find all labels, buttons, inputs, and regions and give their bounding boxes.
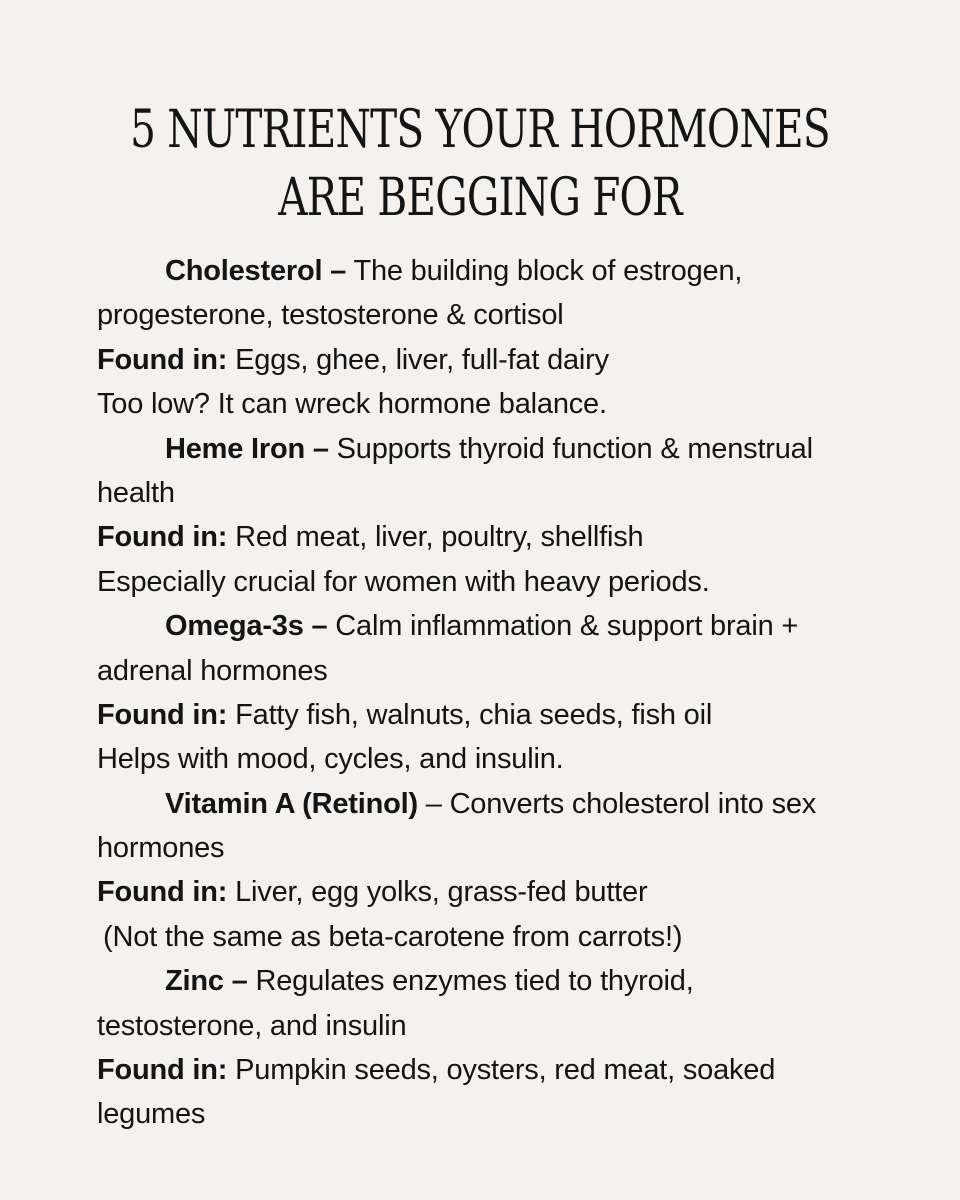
nutrient-description-continued: health bbox=[97, 476, 175, 509]
nutrient-cholesterol bbox=[97, 249, 897, 427]
found-in-label: Found in: bbox=[97, 1054, 228, 1087]
found-in-foods: Red meat, liver, poultry, shellfish bbox=[227, 521, 644, 554]
nutrient-description: Calm inflammation & support brain + bbox=[327, 610, 799, 643]
nutrient-note: Too low? It can wreck hormone balance. bbox=[97, 388, 607, 421]
page-title bbox=[106, 96, 855, 232]
nutrient-note: Especially crucial for women with heavy periods. bbox=[97, 565, 710, 598]
found-in-foods: Pumpkin seeds, oysters, red meat, soaked bbox=[227, 1054, 776, 1087]
found-in-label: Found in: bbox=[97, 876, 228, 909]
found-in-label: Found in: bbox=[97, 521, 228, 554]
nutrient-heading bbox=[97, 427, 897, 471]
title-line-1: 5 NUTRIENTS YOUR HORMONES bbox=[130, 100, 830, 160]
found-in-foods: Eggs, ghee, liver, full-fat dairy bbox=[227, 343, 609, 376]
nutrient-heading bbox=[97, 782, 897, 826]
nutrient-name: Cholesterol – bbox=[165, 255, 347, 287]
nutrient-description: The building block of estrogen, bbox=[346, 255, 743, 287]
found-in-label: Found in: bbox=[97, 698, 228, 731]
found-in-label: Found in: bbox=[97, 343, 228, 376]
nutrient-description: – Converts cholesterol into sex bbox=[417, 787, 817, 820]
nutrient-description: Regulates enzymes tied to thyroid, bbox=[247, 965, 694, 998]
nutrient-heading bbox=[97, 959, 897, 1003]
found-in-foods-continued: legumes bbox=[97, 1098, 206, 1131]
nutrient-vitamin-a bbox=[97, 782, 897, 960]
found-in-line bbox=[97, 515, 897, 559]
nutrient-description-continued: adrenal hormones bbox=[97, 654, 328, 687]
title-line-2: ARE BEGGING FOR bbox=[278, 168, 682, 228]
nutrient-list bbox=[97, 249, 897, 1137]
nutrient-description: Supports thyroid function & menstrual bbox=[328, 432, 813, 465]
nutrient-description-continued: hormones bbox=[97, 832, 225, 865]
nutrient-name: Vitamin A (Retinol) bbox=[165, 787, 418, 820]
nutrient-name: Heme Iron – bbox=[165, 432, 329, 465]
nutrient-heme-iron bbox=[97, 427, 897, 605]
found-in-line bbox=[97, 693, 897, 737]
nutrient-heading bbox=[97, 604, 897, 648]
nutrient-note: (Not the same as beta-carotene from carrots!) bbox=[103, 920, 683, 953]
found-in-line bbox=[97, 1048, 897, 1092]
nutrient-description-continued: testosterone, and insulin bbox=[97, 1009, 407, 1042]
nutrient-note: Helps with mood, cycles, and insulin. bbox=[97, 743, 564, 776]
found-in-line bbox=[97, 338, 897, 382]
nutrient-omega-3s bbox=[97, 604, 897, 782]
found-in-line bbox=[97, 870, 897, 914]
found-in-foods: Liver, egg yolks, grass-fed butter bbox=[227, 876, 648, 909]
nutrient-name: Omega-3s – bbox=[165, 610, 328, 643]
nutrient-name: Zinc – bbox=[165, 965, 248, 998]
nutrient-zinc bbox=[97, 959, 897, 1137]
found-in-foods: Fatty fish, walnuts, chia seeds, fish oil bbox=[227, 698, 713, 731]
nutrient-description-continued: progesterone, testosterone & cortisol bbox=[97, 299, 564, 332]
nutrient-heading bbox=[97, 249, 897, 293]
